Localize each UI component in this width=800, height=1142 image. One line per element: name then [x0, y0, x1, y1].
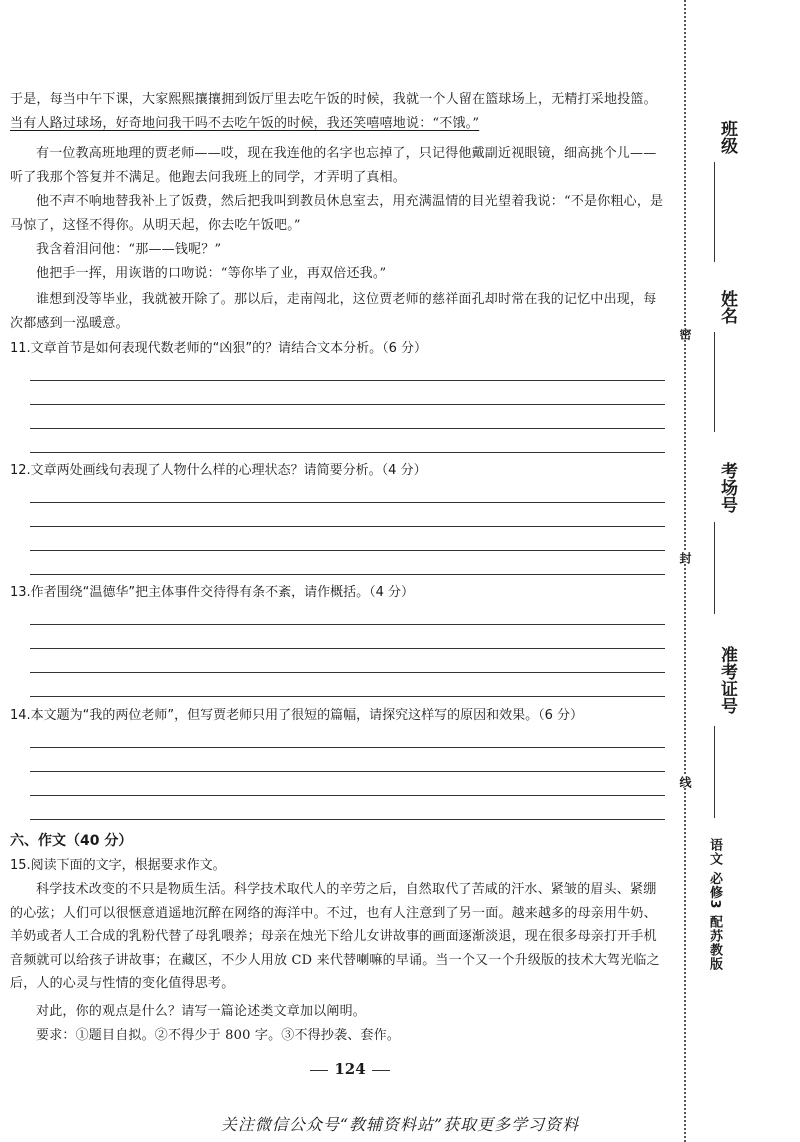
answer-line[interactable] — [30, 574, 665, 575]
name-field-label: 姓名 — [717, 290, 737, 324]
seal-mark-feng: 封 — [678, 552, 692, 564]
class-field-label: 班级 — [717, 120, 737, 154]
essay-requirements: 要求：①题目自拟。②不得少于 800 字。③不得抄袭、套作。 — [36, 1028, 401, 1043]
question-15: 15.阅读下面的文字，根据要求作文。 — [10, 858, 226, 873]
passage-paragraph-2: 有一位教高班地理的贾老师——哎，现在我连他的名字也忘掉了，只记得他戴副近视眼镜，细高挑个儿——听了我那个答复并不满足。他跑去问我班上的同学，才弄明了真相。 — [10, 146, 657, 185]
question-12: 12.文章两处画线句表现了人物什么样的心理状态？请简要分析。（4 分） — [10, 463, 427, 478]
question-13: 13.作者围绕“温德华”把主体事件交待得有条不紊，请作概括。（4 分） — [10, 585, 415, 600]
essay-prompt: 对此，你的观点是什么？请写一篇论述类文章加以阐明。 — [36, 1004, 367, 1019]
answer-line[interactable] — [30, 696, 665, 697]
answer-line[interactable] — [30, 404, 665, 405]
exam-room-field-label: 考场号 — [717, 462, 737, 513]
answer-line[interactable] — [30, 648, 665, 649]
underlined-sentence: 当有人路过球场，好奇地问我干吗不去吃午饭的时候，我还笑嘻嘻地说：“不饿。” — [10, 116, 480, 131]
answer-line[interactable] — [30, 795, 665, 796]
ticket-number-field-line[interactable] — [714, 726, 715, 818]
section-title-essay: 六、作文（40 分） — [10, 833, 133, 849]
passage-paragraph-1 — [10, 88, 665, 136]
answer-line[interactable] — [30, 380, 665, 381]
answer-line[interactable] — [30, 526, 665, 527]
answer-line[interactable] — [30, 672, 665, 673]
binding-dotted-line — [684, 0, 686, 1142]
answer-line[interactable] — [30, 550, 665, 551]
answer-line[interactable] — [30, 452, 665, 453]
seal-mark-mi: 密 — [678, 328, 692, 340]
page-number: 124 — [300, 1060, 400, 1078]
answer-line[interactable] — [30, 502, 665, 503]
passage-p1-text: 于是，每当中午下课，大家熙熙攘攘拥到饭厅里去吃午饭的时候，我就一个人留在篮球场上，无精打采地投篮。 — [10, 92, 657, 107]
class-field-line[interactable] — [714, 162, 715, 262]
book-info: 语文 必修3 配苏教版 — [707, 838, 722, 972]
passage-paragraph-5: 他把手一挥，用诙谐的口吻说：“等你毕了业，再双倍还我。” — [36, 266, 387, 281]
answer-line[interactable] — [30, 819, 665, 820]
answer-line[interactable] — [30, 771, 665, 772]
answer-line[interactable] — [30, 747, 665, 748]
question-11: 11.文章首节是如何表现代数老师的“凶狠”的？请结合文本分析。（6 分） — [10, 341, 428, 356]
passage-paragraph-3: 他不声不响地替我补上了饭费，然后把我叫到教员休息室去，用充满温情的目光望着我说：“不是你粗心，是马惊了，这怪不得你。从明天起，你去吃午饭吧。” — [10, 194, 664, 233]
footer-note: 关注微信公众号“教辅资料站”获取更多学习资料 — [220, 1115, 580, 1134]
answer-line[interactable] — [30, 428, 665, 429]
seal-mark-xian: 线 — [678, 776, 692, 788]
ticket-number-field-label: 准考证号 — [717, 646, 737, 714]
name-field-line[interactable] — [714, 332, 715, 432]
exam-room-field-line[interactable] — [714, 522, 715, 614]
answer-line[interactable] — [30, 624, 665, 625]
question-14: 14.本文题为“我的两位老师”，但写贾老师只用了很短的篇幅，请探究这样写的原因和效果。（6 分） — [10, 708, 584, 723]
passage-paragraph-4: 我含着泪问他：“那——钱呢？” — [36, 242, 222, 257]
essay-material: 科学技术改变的不只是物质生活。科学技术取代人的辛劳之后，自然取代了苦咸的汗水、紧皱的眉头、紧绷的心弦；人们可以很惬意逍遥地沉醉在网络的海洋中。不过，也有人注意到了另一面。越来越多的母亲用牛奶、羊奶或者人工合成的乳粉代替了母乳喂养；母亲在烛光下给儿女讲故事的画面逐渐淡退，现在很多母亲打开手机音频就可以给孩子讲故事；在藏区，不少人用放 CD 来代替喇嘛的早诵。当一个又一个升级版的技术大驾光临之后，人的心灵与性情的变化值得思考。 — [10, 882, 660, 991]
passage-paragraph-6: 谁想到没等毕业，我就被开除了。那以后，走南闯北，这位贾老师的慈祥面孔却时常在我的记忆中出现，每次都感到一泓暖意。 — [10, 292, 657, 331]
